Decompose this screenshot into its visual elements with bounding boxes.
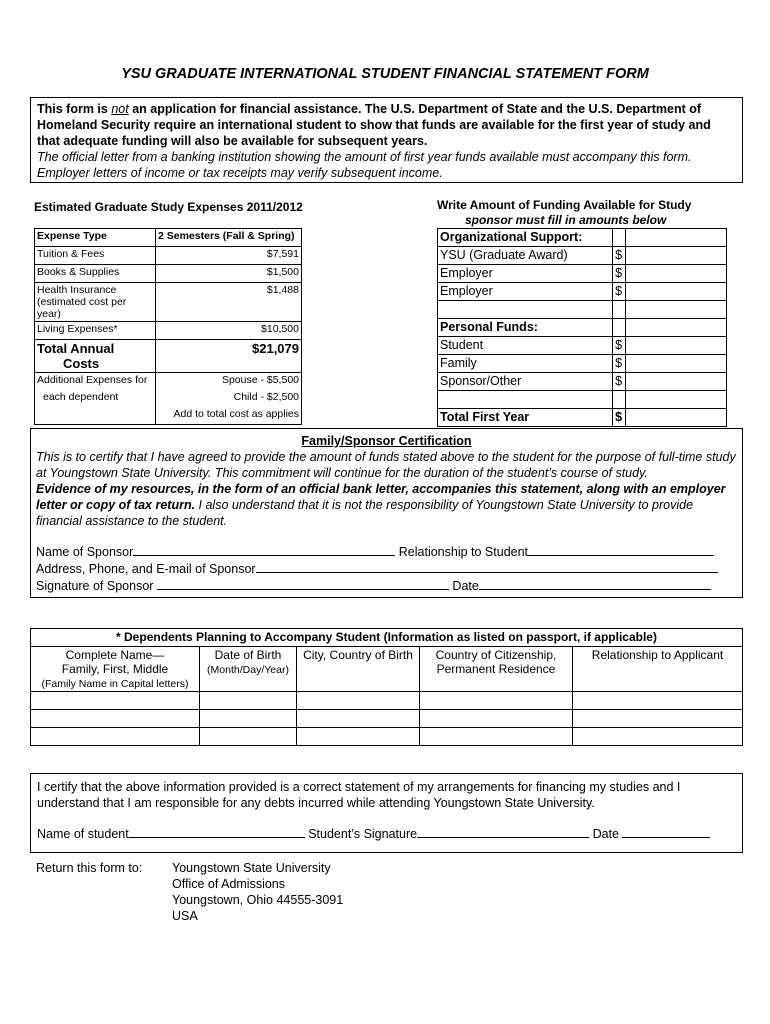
- table-row: [35, 373, 302, 391]
- total-label-line1: Total Annual: [37, 341, 115, 356]
- sponsor-signature-label: Signature of Sponsor: [36, 579, 154, 593]
- certification-box: [30, 428, 743, 598]
- total-first-year-amount[interactable]: [626, 409, 727, 427]
- address-line: USA: [172, 909, 198, 923]
- citizenship-header-line1: Country of Citizenship,: [435, 648, 557, 662]
- dollar-sign: $: [613, 409, 626, 427]
- expense-label: Living Expenses*: [35, 322, 156, 340]
- dob-header-line1: Date of Birth: [214, 648, 282, 662]
- certification-evidence-rest: I also understand that it is not the responsibility of Youngstown State University to provide financial assistance to the student.: [36, 498, 694, 528]
- funding-subheading: sponsor must fill in amounts below: [465, 213, 667, 227]
- family-label: Family: [438, 355, 613, 373]
- citizenship-column-header: [420, 647, 573, 692]
- certification-text: This is to certify that I have agreed to provide the amount of funds stated above to the student for the purpose of full-time study at Youngstown State University. This commitment will continue for the duration of the student’s course of study.: [36, 450, 736, 480]
- employer-amount[interactable]: [626, 265, 727, 283]
- total-label: [35, 340, 156, 373]
- notice-not: not: [111, 102, 129, 116]
- notice-box: [30, 97, 743, 183]
- address-line: Youngstown, Ohio 44555-3091: [172, 893, 344, 907]
- table-row: [35, 322, 302, 340]
- return-address: [172, 860, 343, 924]
- add-note: Add to total cost as applies: [156, 407, 302, 425]
- notice-employer-letter: Employer letters of income or tax receipts may verify subsequent income.: [37, 166, 443, 180]
- student-signature-field[interactable]: [417, 825, 589, 838]
- table-row: [35, 407, 302, 425]
- name-header-line1: Complete Name—: [65, 648, 165, 662]
- dollar-sign: $: [613, 265, 626, 283]
- notice-text-rest: an application for financial assistance. The U.S. Department of State and the U.S. Department of Homeland Security require an international student to show that funds are available for the first year of study and that adequate funding will also be available for subsequent years.: [37, 102, 711, 148]
- student-date-field[interactable]: [622, 825, 710, 838]
- additional-label: Additional Expenses for: [35, 373, 156, 391]
- funding-heading: Write Amount of Funding Available for Study: [437, 198, 692, 212]
- city-column-header: City, Country of Birth: [297, 647, 420, 692]
- expense-label-text: Health Insurance: [37, 284, 117, 296]
- expenses-table: [34, 228, 302, 425]
- employer-label: Employer: [438, 265, 613, 283]
- sponsor-other-label: Sponsor/Other: [438, 373, 613, 391]
- name-header-note: (Family Name in Capital letters): [41, 678, 189, 690]
- sponsor-address-label: Address, Phone, and E-mail of Sponsor: [36, 562, 256, 576]
- certification-heading: Family/Sponsor Certification: [301, 434, 472, 448]
- sponsor-name-row: [36, 543, 737, 560]
- certification-evidence: [36, 481, 737, 529]
- ysu-award-amount[interactable]: [626, 247, 727, 265]
- student-amount[interactable]: [626, 337, 727, 355]
- address-line: Office of Admissions: [172, 877, 286, 891]
- return-label: Return this form to:: [36, 861, 143, 875]
- dependents-heading: * Dependents Planning to Accompany Student (Information as listed on passport, if applicable): [31, 629, 743, 647]
- dollar-sign: $: [613, 373, 626, 391]
- expense-label: [35, 283, 156, 322]
- sponsor-name-label: Name of Sponsor: [36, 545, 134, 559]
- dollar-sign: $: [613, 355, 626, 373]
- employer-amount-2[interactable]: [626, 283, 727, 301]
- funding-table: [437, 228, 727, 427]
- sponsor-address-row: [36, 560, 737, 577]
- table-row: [31, 728, 743, 746]
- notice-paragraph: [37, 101, 736, 149]
- relationship-field[interactable]: [528, 543, 714, 556]
- sponsor-name-field[interactable]: [133, 543, 395, 556]
- dependents-table: [30, 628, 743, 746]
- sponsor-date-label: Date: [452, 579, 479, 593]
- total-label-line2: Costs: [63, 356, 100, 371]
- table-row: [31, 692, 743, 710]
- org-support-label: Organizational Support:: [438, 229, 613, 247]
- expense-label-note: (estimated cost per year): [37, 296, 127, 320]
- ysu-award-label: YSU (Graduate Award): [438, 247, 613, 265]
- expenses-heading: Estimated Graduate Study Expenses 2011/2012: [34, 200, 303, 214]
- dob-column-header: [200, 647, 297, 692]
- expense-type-header: Expense Type: [35, 229, 156, 247]
- dollar-sign: $: [613, 337, 626, 355]
- sponsor-other-amount[interactable]: [626, 373, 727, 391]
- employer-label-2: Employer: [438, 283, 613, 301]
- expense-value: $7,591: [156, 247, 302, 265]
- citizenship-header-line2: Permanent Residence: [436, 662, 556, 676]
- student-signature-label: Student’s Signature: [308, 827, 418, 841]
- expense-label: Tuition & Fees: [35, 247, 156, 265]
- student-signature-row: [37, 825, 736, 842]
- student-date-label: Date: [592, 827, 619, 841]
- table-row: [35, 265, 302, 283]
- sponsor-date-field[interactable]: [479, 577, 711, 590]
- child-cost: Child - $2,500: [156, 390, 302, 407]
- name-header-line2: Family, First, Middle: [61, 662, 169, 676]
- student-name-label: Name of student: [37, 827, 129, 841]
- expense-value: $10,500: [156, 322, 302, 340]
- dollar-sign: $: [613, 247, 626, 265]
- student-certification-box: [30, 773, 743, 853]
- additional-label-2: each dependent: [35, 390, 156, 407]
- notice-bank-letter: The official letter from a banking institution showing the amount of first year funds available must accompany this form.: [37, 150, 692, 164]
- table-row: [35, 283, 302, 322]
- personal-funds-label: Personal Funds:: [438, 319, 613, 337]
- table-row: [35, 390, 302, 407]
- total-row: [35, 340, 302, 373]
- total-value: $21,079: [156, 340, 302, 373]
- name-column-header: [31, 647, 200, 692]
- family-amount[interactable]: [626, 355, 727, 373]
- relationship-label: Relationship to Student: [398, 545, 529, 559]
- form-title: YSU GRADUATE INTERNATIONAL STUDENT FINANCIAL STATEMENT FORM: [121, 66, 649, 82]
- empty-cell: [35, 407, 156, 425]
- sponsor-address-field[interactable]: [256, 560, 718, 573]
- student-name-field[interactable]: [129, 825, 305, 838]
- sponsor-signature-row: [36, 577, 737, 594]
- sponsor-signature-field[interactable]: [157, 577, 449, 590]
- dollar-sign: $: [613, 283, 626, 301]
- total-first-year-label: Total First Year: [438, 409, 613, 427]
- expense-label: Books & Supplies: [35, 265, 156, 283]
- address-line: Youngstown State University: [172, 861, 331, 875]
- semesters-header: 2 Semesters (Fall & Spring): [156, 229, 302, 247]
- spouse-cost: Spouse - $5,500: [156, 373, 302, 391]
- expense-value: $1,500: [156, 265, 302, 283]
- table-row: [35, 247, 302, 265]
- student-statement: I certify that the above information provided is a correct statement of my arrangements for financing my studies and I understand that I am responsible for any debts incurred while attending Youngstown State University.: [37, 780, 681, 810]
- relationship-column-header: Relationship to Applicant: [573, 647, 743, 692]
- notice-text: This form is: [37, 102, 112, 116]
- certification-evidence-bold: Evidence of my resources, in the form of an official bank letter, accompanies this statement, along with an employer letter or copy of tax return.: [36, 482, 726, 512]
- expense-value: $1,488: [156, 283, 302, 322]
- dob-header-line2: (Month/Day/Year): [207, 664, 289, 676]
- student-label: Student: [438, 337, 613, 355]
- table-row: [31, 710, 743, 728]
